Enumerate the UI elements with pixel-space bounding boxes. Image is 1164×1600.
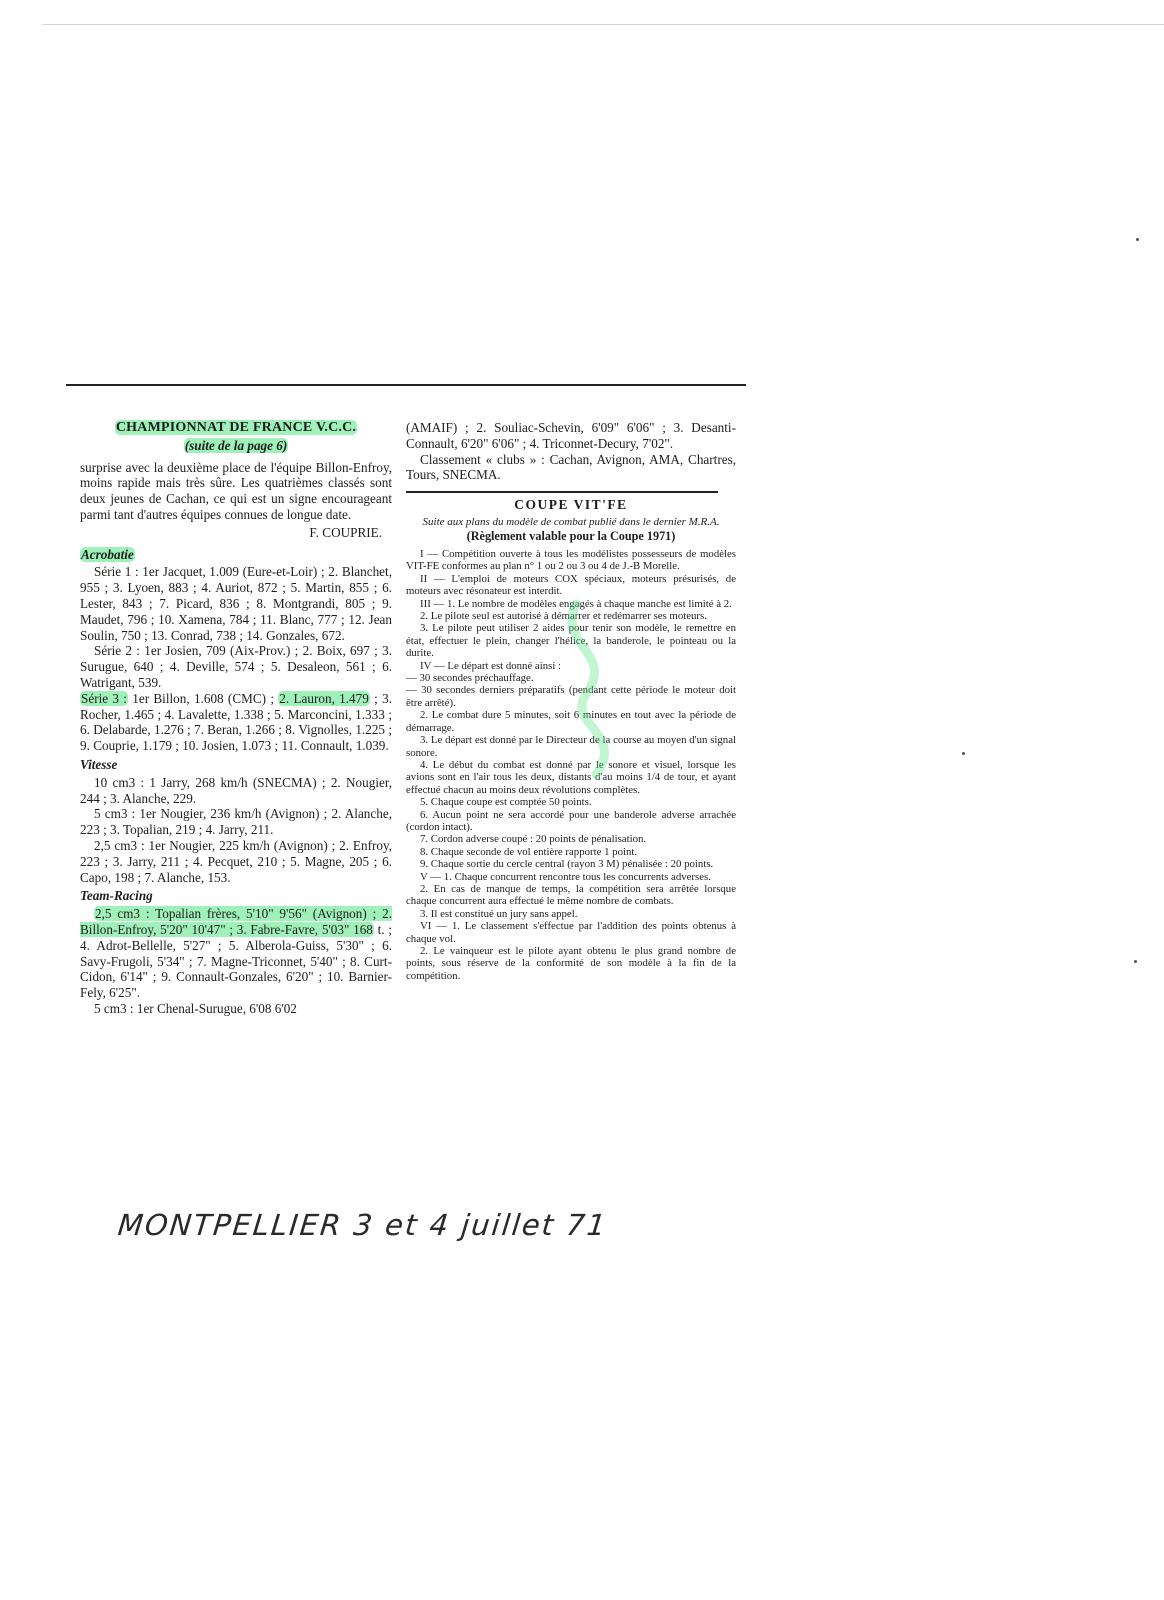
- club-ranking: Classement « clubs » : Cachan, Avignon, AMA, Chartres, Tours, SNECMA.: [406, 451, 736, 483]
- rule-line: 7. Cordon adverse coupé : 20 points de pénalisation.: [420, 833, 647, 846]
- rule-line: II — L'emploi de moteurs COX spéciaux, moteurs présurisés, de moteurs avec résonateur est interdit.: [406, 572, 736, 598]
- rule-line: 3. Le départ est donné par le Directeur de la course au moyen d'un signal sonore.: [406, 734, 736, 759]
- rule-line: 2. Le combat dure 5 minutes, soit 6 minutes en tout avec la période de démarrage.: [406, 709, 736, 734]
- results-vitesse-10cm3: 10 cm3 : 1 Jarry, 268 km/h (SNECMA) ; 2. Nougier, 244 ; 3. Alanche, 229.: [80, 774, 392, 806]
- rule-line: 2. En cas de manque de temps, la compétition sera arrêtée lorsque chaque concurrent aura effectué le même nombre de combats.: [406, 882, 736, 908]
- rule-line: V — 1. Chaque concurrent rencontre tous les concurrents adverses.: [420, 870, 711, 883]
- results-vitesse-5cm3: 5 cm3 : 1er Nougier, 236 km/h (Avignon) ; 2. Alanche, 223 ; 3. Topalian, 219 ; 4. Jarry, 211.: [80, 806, 392, 838]
- coupe-title: COUPE VIT'FE: [514, 497, 628, 513]
- article-continuation: [406, 420, 736, 483]
- article-author: F. COUPRIE.: [309, 524, 382, 540]
- clipping-top-rule: [66, 384, 746, 386]
- results-team-2-5cm3: 2,5 cm3 : Topalian frères, 5'10" 9'56" (Avignon) ; 2. Billon-Enfroy, 5'20" 10'47" ; 3. Fabre-Favre, 5'03" 168 t. ; 4. Adrot-Bellelle, 5'27" ; 5. Alberola-Guiss, 5'30" ; 6. Savy-Frugoli, 5'34" ; 7. Magne-Triconnet, 5'40" ; 8. Curt-Cidon, 6'14" ; 9. Connault-Gonzales, 6'20" ; 10. Barnier-Fely, 6'25".: [80, 906, 393, 1001]
- rule-line: 3. Le pilote peut utiliser 2 aides pour tenir son modèle, le remettre en état, effectuer le plein, changer l'hélice, la banderole, le pointeau ou la durite.: [406, 622, 736, 660]
- rule-line: 2. Le pilote seul est autorisé à démarrer et redémarrer ses moteurs.: [420, 610, 707, 623]
- results-serie-2: Série 2 : 1er Josien, 709 (Aix-Prov.) ; 2. Boix, 697 ; 3. Surugue, 640 ; 4. Deville, 574 ; 5. Desaleon, 561 ; 6. Watrigant, 539.: [80, 643, 392, 690]
- rule-line: 3. Il est constitué un jury sans appel.: [420, 907, 578, 920]
- left-column: [80, 420, 392, 1017]
- rule-line: 2. Le vainqueur est le pilote ayant obtenu le plus grand nombre de points, sous réserve de la conformité de son modèle à la fin de la compétition.: [406, 945, 736, 982]
- rule-line: — 30 secondes derniers préparatifs (pendant cette période le moteur doit être arrêté).: [406, 684, 736, 709]
- coupe-separator-rule: [406, 491, 718, 493]
- rule-line: 9. Chaque sortie du cercle central (rayon 3 M) pénalisée : 20 points.: [420, 858, 714, 871]
- section-acrobatie: Acrobatie: [81, 546, 134, 562]
- rule-line: 5. Chaque coupe est comptée 50 points.: [420, 796, 592, 809]
- results-continued: (AMAIF) ; 2. Souliac-Schevin, 6'09" 6'06" ; 3. Desanti-Connault, 6'20" 6'06" ; 4. Triconnet-Decury, 7'02".: [406, 420, 736, 451]
- rule-line: I — Compétition ouverte à tous les modélistes possesseurs de modèles VIT-FE conformes au plan n° 1 ou 2 ou 3 ou 4 de J.-B Morelle.: [406, 548, 736, 573]
- article-title: CHAMPIONNAT DE FRANCE V.C.C.: [115, 420, 357, 435]
- article-intro: surprise avec la deuxième place de l'équipe Billon-Enfroy, moins rapide mais très sûre. Les quatrièmes classés sont deux jeunes de Cachan, ce qui est un signe encourageant parmi tant d'autres équipes connues de longue date.: [80, 459, 392, 522]
- scan-speck: [962, 752, 965, 755]
- rule-line: 4. Le début du combat est donné par le sonore et visuel, lorsque les avions sont en l'air tous les deux, distants d'au moins 1/4 de tour, et ayant effectué chacun au moins deux révolutions complètes.: [406, 758, 736, 796]
- rule-line: 6. Aucun point ne sera accordé pour une banderole adverse arrachée (cordon intact).: [406, 808, 736, 833]
- newspaper-clipping: [66, 384, 746, 1194]
- rule-line: IV — Le départ est donné ainsi :: [420, 659, 562, 672]
- rule-line: — 30 secondes préchauffage.: [406, 672, 534, 685]
- coupe-note: (Règlement valable pour la Coupe 1971): [466, 528, 676, 543]
- article-subtitle: (suite de la page 6): [184, 437, 288, 453]
- scan-speck: [1136, 238, 1139, 241]
- scan-speck: [1134, 960, 1137, 963]
- results-serie-3: Série 3 : 1er Billon, 1.608 (CMC) ; 2. Lauron, 1.479 ; 3. Rocher, 1.465 ; 4. Lavalette, 1.338 ; 5. Marconcini, 1.333 ; 6. Delabarde, 1.276 ; 7. Beran, 1.266 ; 8. Vignolles, 1.225 ; 9. Couprie, 1.179 ; 10. Josien, 1.073 ; 11. Connault, 1.039.: [80, 690, 392, 754]
- rule-line: 8. Chaque seconde de vol entière rapporte 1 point.: [420, 845, 638, 858]
- section-team-racing: Team-Racing: [80, 888, 153, 904]
- results-vitesse-2-5cm3: 2,5 cm3 : 1er Nougier, 225 km/h (Avignon) ; 2. Enfroy, 223 ; 3. Jarry, 211 ; 4. Pecquet, 210 ; 5. Magne, 205 ; 6. Capo, 198 ; 7. Alanche, 153.: [80, 837, 392, 885]
- handwritten-annotation: MONTPELLIER 3 et 4 juillet 71: [116, 1208, 610, 1242]
- rule-line: III — 1. Le nombre de modèles engagés à chaque manche est limité à 2.: [420, 597, 732, 610]
- highlighter-scribble: [536, 584, 656, 784]
- coupe-subtitle: Suite aux plans du modèle de combat publié dans le dernier M.R.A.: [422, 515, 720, 528]
- section-vitesse: Vitesse: [80, 756, 118, 772]
- results-serie-1: Série 1 : 1er Jacquet, 1.009 (Eure-et-Loir) ; 2. Blanchet, 955 ; 3. Lyoen, 883 ; 4. Auriot, 872 ; 5. Martin, 855 ; 6. Lester, 843 ; 7. Picard, 836 ; 8. Montgrandi, 805 ; 9. Maudet, 796 ; 10. Xamena, 784 ; 11. Blanc, 777 ; 12. Jean Soulin, 750 ; 13. Conrad, 738 ; 14. Gonzales, 672.: [80, 564, 392, 643]
- scan-edge-line: [42, 24, 1164, 25]
- rule-line: VI — 1. Le classement s'effectue par l'addition des points obtenus à chaque vol.: [406, 920, 736, 945]
- results-team-5cm3: 5 cm3 : 1er Chenal-Surugue, 6'08 6'02: [94, 1000, 297, 1016]
